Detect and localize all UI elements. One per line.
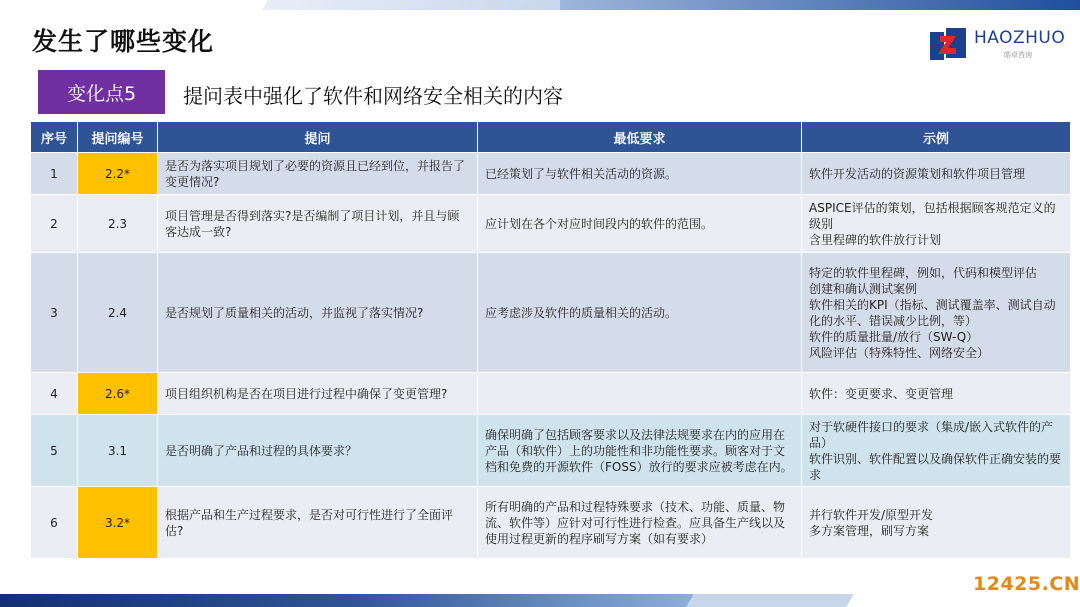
row-seq: 1 [31,153,78,195]
logo-name: HAOZHUO [974,28,1066,48]
row-code: 3.2* [78,487,158,559]
row-seq: 4 [31,373,78,415]
row-example [802,195,1071,253]
example-line: 多方案管理，刷写方案 [809,523,930,538]
example-line: 软件开发活动的资源策划和软件项目管理 [809,166,1026,181]
row-code: 2.3 [78,195,158,253]
row-code: 2.4 [78,253,158,373]
example-line: 软件的质量批量/放行（SW-Q） [809,329,979,344]
site-watermark: 12425.CN [973,573,1080,595]
requirements-table [30,121,1071,559]
row-min-requirement: 确保明确了包括顾客要求以及法律法规要求在内的应用在产品（和软件）上的功能性和非功能性要求。顾客对于文档和免费的开源软件（FOSS）放行的要求应被考虑在内。 [478,415,802,487]
header-question: 提问 [158,122,478,153]
example-line: 对于软硬件接口的要求（集成/嵌入式软件的产品） [809,419,1054,450]
table-row [31,253,1071,373]
row-code: 3.1 [78,415,158,487]
row-code: 2.2* [78,153,158,195]
row-min-requirement: 已经策划了与软件相关活动的资源。 [478,153,802,195]
row-code: 2.6* [78,373,158,415]
row-question: 是否规划了质量相关的活动，并监视了落实情况? [158,253,478,373]
example-line: 风险评估（特殊特性、网络安全） [809,345,990,360]
section-subtitle: 提问表中强化了软件和网络安全相关的内容 [183,84,563,108]
row-question: 项目管理是否得到落实?是否编制了项目计划，并且与顾客达成一致? [158,195,478,253]
example-line: 特定的软件里程碑，例如，代码和模型评估 [809,265,1038,280]
table-row [31,153,1071,195]
header-seq: 序号 [31,122,78,153]
top-decor-stripe [0,0,1080,12]
row-min-requirement: 所有明确的产品和过程特殊要求（技术、功能、质量、物流、软件等）应针对可行性进行检查。应具备生产线以及使用过程更新的程序刷写方案（如有要求） [478,487,802,559]
row-seq: 2 [31,195,78,253]
example-line: 创建和确认测试案例 [809,281,918,296]
row-example [802,253,1071,373]
row-example [802,487,1071,559]
header-example: 示例 [802,122,1071,153]
row-question: 是否明确了产品和过程的具体要求？ [158,415,478,487]
example-line: 并行软件开发/原型开发 [809,507,934,522]
row-seq: 6 [31,487,78,559]
change-point-badge: 变化点5 [38,70,165,114]
row-seq: 5 [31,415,78,487]
example-line: 软件识别、软件配置以及确保软件正确安装的要求 [809,451,1062,482]
row-question: 根据产品和生产过程要求，是否对可行性进行了全面评估? [158,487,478,559]
row-min-requirement: 应考虑涉及软件的质量相关的活动。 [478,253,802,373]
table-row [31,415,1071,487]
row-seq: 3 [31,253,78,373]
row-example [802,373,1071,415]
bottom-decor-stripe [0,590,1080,607]
row-min-requirement [478,373,802,415]
example-line: 含里程碑的软件放行计划 [809,232,942,247]
row-question: 是否为落实项目规划了必要的资源且已经到位，并报告了变更情况? [158,153,478,195]
page-title: 发生了哪些变化 [32,27,215,56]
example-line: 软件相关的KPI（指标、测试覆盖率、测试自动化的水平、错误减少比例，等） [809,297,1056,328]
header-min-requirement: 最低要求 [478,122,802,153]
row-question: 项目组织机构是否在项目进行过程中确保了变更管理? [158,373,478,415]
row-min-requirement: 应计划在各个对应时间段内的软件的范围。 [478,195,802,253]
row-example [802,153,1071,195]
header-code: 提问编号 [78,122,158,153]
table-row [31,487,1071,559]
haozhuo-logo-icon [930,28,966,60]
row-example [802,415,1071,487]
example-line: 软件：变更要求、变更管理 [809,386,954,401]
logo-subtext: 皓卓咨询 [1004,51,1032,59]
table-row [31,195,1071,253]
table-header-row [31,122,1071,153]
company-logo [930,26,1070,62]
example-line: ASPICE评估的策划，包括根据顾客规范定义的级别 [809,200,1056,231]
table-row [31,373,1071,415]
